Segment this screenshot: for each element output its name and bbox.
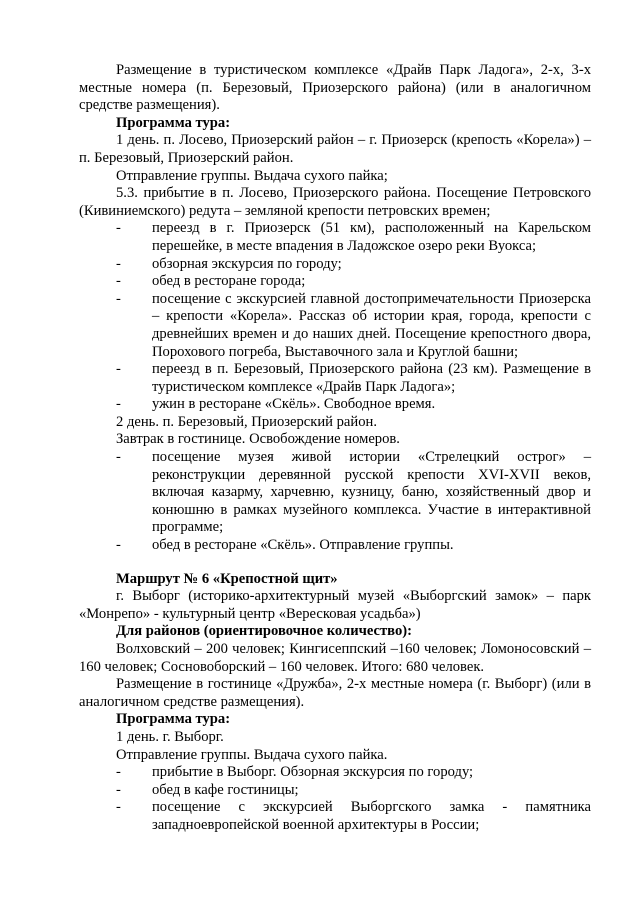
section-heading: Программа тура: [116,114,231,131]
paragraph: 1 день. п. Лосево, Приозерский район – г. Приозерск (крепость «Корела») – п. Березовый, Приозерский район. [79,132,591,166]
bullet-item [79,256,591,274]
bullet-item [79,396,591,414]
paragraph: Волховский – 200 человек; Кингисеппский –160 человек; Ломоносовский – 160 человек; Сосновоборский – 160 человек. Итого: 680 человек. [79,641,591,675]
section-heading: Программа тура: [116,711,231,728]
bullet-text: обед в ресторане города; [152,273,306,290]
section-heading: Для районов (ориентировочное количество): [116,623,412,640]
paragraph: г. Выборг (историко-архитектурный музей «Выборгский замок» – парк «Монрепо» - культурный центр «Вересковая усадьба») [79,588,591,622]
paragraph: Завтрак в гостинице. Освобождение номеров. [116,431,400,448]
bullet-item [79,361,591,396]
bullet-text: ужин в ресторане «Скёль». Свободное время. [152,396,436,413]
bullet-dash: - [116,220,121,237]
paragraph: 2 день. п. Березовый, Приозерский район. [116,413,377,430]
bullet-dash: - [116,537,121,554]
bullet-text: посещение с экскурсией Выборгского замка - памятника западноевропейской военной архитектуры в России; [152,799,591,833]
bullet-item [79,799,591,834]
paragraph: 5.3. прибытие в п. Лосево, Приозерского района. Посещение Петровского (Кивиниемского) редута – земляной крепости петровских времен; [79,185,591,219]
bullet-text: прибытие в Выборг. Обзорная экскурсия по городу; [152,764,474,781]
bullet-text: обзорная экскурсия по городу; [152,255,342,272]
bullet-item [79,220,591,255]
section-gap [79,555,591,571]
bullet-item [79,764,591,782]
bullet-text: переезд в г. Приозерск (51 км), расположенный на Карельском перешейке, в месте впадения в Ладожское озеро реки Вуокса; [152,220,591,254]
bullet-dash: - [116,290,121,307]
section-heading: Маршрут № 6 «Крепостной щит» [116,570,338,587]
bullet-item [79,537,591,555]
paragraph: 1 день. г. Выборг. [116,728,224,745]
bullet-item [79,782,591,800]
bullet-dash: - [116,255,121,272]
paragraph: Размещение в туристическом комплексе «Драйв Парк Ладога», 2-х, 3-х местные номера (п. Березовый, Приозерского района) (или в аналогичном средстве размещения). [79,62,591,114]
bullet-dash: - [116,449,121,466]
bullet-dash: - [116,396,121,413]
paragraph: Отправление группы. Выдача сухого пайка. [116,746,388,763]
bullet-dash: - [116,361,121,378]
bullet-text: переезд в п. Березовый, Приозерского района (23 км). Размещение в туристическом комплексе «Драйв Парк Ладога»; [152,361,591,395]
bullet-text: обед в кафе гостиницы; [152,781,299,798]
bullet-dash: - [116,273,121,290]
bullet-text: обед в ресторане «Скёль». Отправление группы. [152,537,454,554]
bullet-text: посещение с экскурсией главной достопримечательности Приозерска – крепости «Корела». Рассказ об истории края, города, крепости с древнейших времен и до наших дней. Посещение крепостного двора, Порохового погреба, Выставочного зала и Круглой башни; [152,290,591,360]
bullet-item [79,273,591,291]
bullet-item [79,291,591,361]
document-page [79,62,591,835]
bullet-dash: - [116,781,121,798]
paragraph: Размещение в гостинице «Дружба», 2-х местные номера (г. Выборг) (или в аналогичном средстве размещения). [79,676,591,710]
bullet-text: посещение музея живой истории «Стрелецкий острог» – реконструкции деревянной русской крепости XVI-XVII веков, включая казарму, харчевню, кузницу, баню, хозяйственный двор и конюшню в рамках музейного комплекса. Участие в интерактивной программе; [152,449,591,536]
bullet-item [79,449,591,537]
bullet-dash: - [116,799,121,816]
paragraph: Отправление группы. Выдача сухого пайка; [116,167,388,184]
bullet-dash: - [116,764,121,781]
